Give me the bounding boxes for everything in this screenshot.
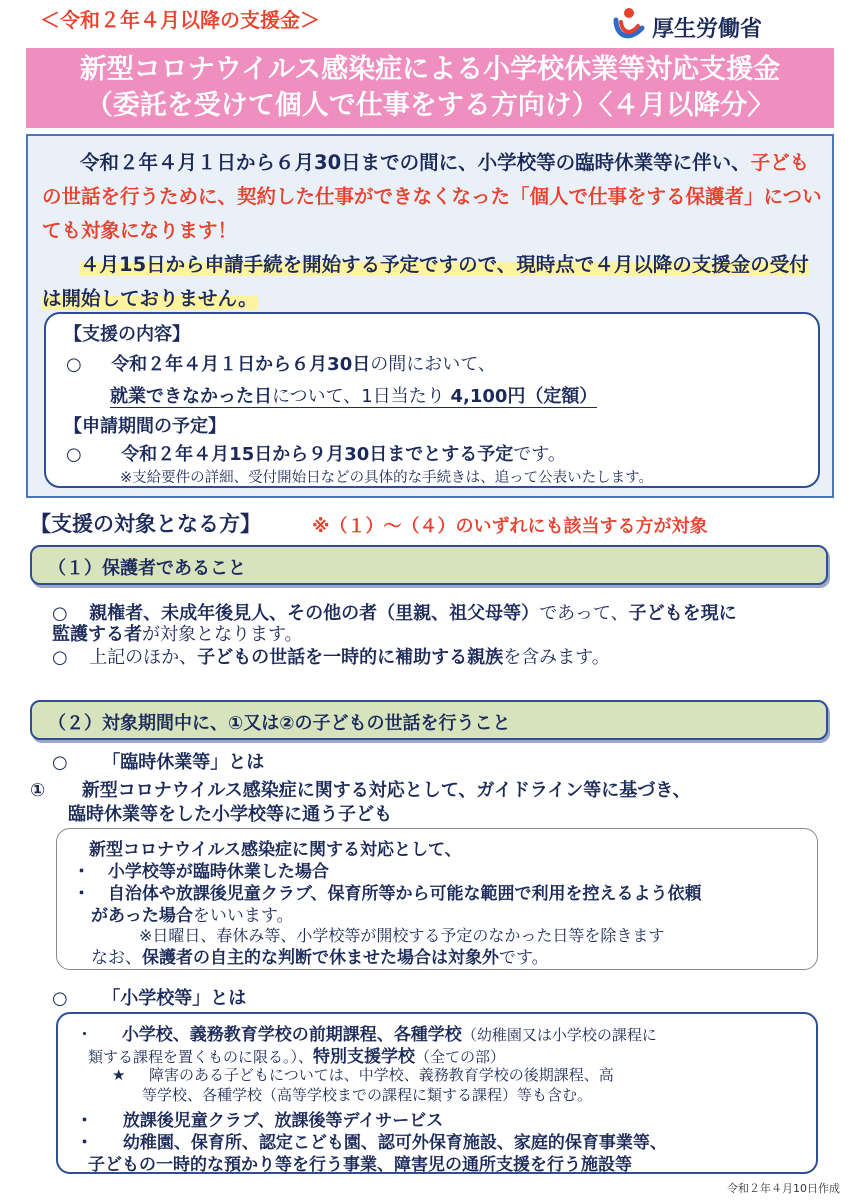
application-period-heading: 【申請期間の予定】: [64, 416, 226, 437]
bullet-icon: ○: [52, 647, 68, 668]
item-1-line-1: [30, 776, 691, 802]
bullet-icon: ○: [52, 603, 68, 624]
condition-2-title: （２）対象期間中に、①又は②の子どもの世話を行うこと: [48, 713, 511, 734]
relative-text-c: を含みます。: [503, 647, 610, 668]
bullet-icon: ・: [76, 1025, 93, 1045]
school-line-1a: 小学校、義務教育学校の前期課程、各種学校: [121, 1025, 462, 1045]
title-banner: [26, 48, 834, 128]
school-line-4: 等学校、各種学校（高等学校までの課程に類する課程）等も含む。: [142, 1086, 593, 1104]
temporary-closure-box: [56, 828, 818, 970]
intro-text-2: ４月15日から申請手続を開始する予定ですので、現時点で４月以降の支援金の受付は開始しておりません。: [42, 253, 809, 310]
intro-paragraph-1: [42, 146, 822, 248]
org-logo: [612, 6, 822, 46]
relative-text-a: 上記のほか、: [89, 647, 198, 668]
temp-box-line-6b: 保護者の自主的な判断で休ませた場合は対象外: [142, 948, 499, 968]
intro-text-1b: 子どもの世話を行うために、契約した仕事ができなくなった「個人で仕事をする保護者」についても対象になります！: [42, 151, 822, 242]
temp-box-line-2: 小学校等が臨時休業した場合: [107, 862, 329, 882]
support-period-suffix: の間において、: [370, 354, 496, 375]
org-name: 厚生労働省: [652, 17, 763, 42]
target-note: ※（１）～（４）のいずれにも該当する方が対象: [312, 516, 708, 537]
intro-paragraph-2: [42, 248, 822, 316]
bullet-icon: ○: [52, 988, 68, 1009]
school-line-2a: 類する課程を置くものに限る。）、: [88, 1048, 314, 1066]
bullet-icon: ○: [52, 752, 68, 773]
school-line-3: 障害のある子どもについては、中学校、義務教育学校の後期課程、高: [149, 1066, 614, 1084]
support-condition: 就業できなかった日: [110, 386, 272, 407]
bullet-icon: ○: [66, 354, 82, 375]
target-heading: 【支援の対象となる方】: [30, 512, 261, 536]
relative-text-b: 子どもの世話を一時的に補助する親族: [197, 647, 504, 668]
temp-box-line-6c: です。: [499, 948, 549, 968]
guardian-text-c: 子どもを現に: [628, 603, 737, 624]
bullet-icon: ○: [66, 444, 82, 465]
support-details-box: [44, 312, 820, 488]
school-title: 「小学校等」とは: [102, 988, 247, 1009]
application-note: ※支給要件の詳細、受付開始日などの具体的な手続きは、追って公表いたします。: [120, 470, 653, 486]
temp-box-line-4b: をいいます。: [192, 906, 294, 926]
intro-text-1a: 令和２年４月１日から６月30日までの間に、小学校等の臨時休業等に伴い、: [80, 151, 751, 174]
item-1-text-1: 新型コロナウイルス感染症に関する対応として、ガイドライン等に基づき、: [81, 780, 691, 801]
application-period: 令和２年４月15日から９月30日までとする予定: [121, 444, 514, 465]
temporary-closure-title: 「臨時休業等」とは: [102, 752, 265, 773]
circled-one-icon: ①: [30, 780, 46, 801]
school-line-6: 幼稚園、保育所、認定こども園、認可外保育施設、家庭的保育事業等、: [122, 1133, 667, 1153]
school-line-2b: 特別支援学校: [313, 1047, 416, 1067]
condition-2-bar: [30, 700, 828, 740]
guardian-text-d: 監護する者: [52, 624, 142, 645]
bullet-icon: ・: [73, 884, 90, 904]
star-icon: ★: [112, 1066, 126, 1084]
creation-date: 令和２年４月10日作成: [727, 1182, 840, 1195]
support-condition-mid: について、1日当たり: [272, 386, 445, 407]
temp-box-line-1: 新型コロナウイルス感染症に関する対応として、: [89, 840, 462, 860]
condition-1-item-2: [52, 643, 610, 669]
top-tag: ＜令和２年４月以降の支援金＞: [40, 8, 320, 32]
condition-1-bar: [30, 545, 828, 585]
school-types-box: [56, 1012, 818, 1174]
school-line-2c: （全ての部）: [415, 1048, 506, 1066]
condition-1-title: （１）保護者であること: [48, 558, 246, 579]
bullet-icon: ・: [76, 1111, 93, 1131]
ministry-logo-icon: [612, 6, 646, 44]
title-line-2: （委託を受けて個人で仕事をする方向け）〈４月以降分〉: [85, 90, 775, 121]
guardian-text-e: が対象となります。: [142, 624, 303, 645]
bullet-icon: ・: [76, 1133, 93, 1153]
school-line-5: 放課後児童クラブ、放課後等デイサービス: [122, 1111, 444, 1131]
title-line-1: 新型コロナウイルス感染症による小学校休業等対応支援金: [79, 54, 781, 85]
support-amount: 4,100円（定額）: [450, 386, 598, 407]
school-line-7: 子どもの一時的な預かり等を行う事業、障害児の通所支援を行う施設等: [88, 1155, 632, 1175]
support-period-dates: 令和２年４月１日から６月30日: [111, 354, 371, 375]
temp-box-line-6a: なお、: [91, 948, 142, 968]
application-period-suffix: です。: [513, 444, 566, 465]
guardian-types: 親権者、未成年後見人、その他の者（里親、祖父母等）: [89, 603, 540, 624]
temp-box-line-3: 自治体や放課後児童クラブ、保育所等から可能な範囲で利用を控えるよう依頼: [107, 884, 702, 904]
temp-box-line-4a: があった場合: [91, 906, 193, 926]
temp-box-line-5: ※日曜日、春休み等、小学校等が開校する予定のなかった日等を除きます: [139, 926, 665, 945]
support-content-heading: 【支援の内容】: [64, 324, 190, 345]
temporary-closure-label: [52, 748, 264, 774]
school-line-1b: （幼稚園又は小学校の課程に: [461, 1026, 657, 1044]
item-1-line-2: 臨時休業等をした小学校等に通う子ども: [68, 804, 392, 825]
school-label: [52, 984, 246, 1010]
bullet-icon: ・: [73, 862, 90, 882]
guardian-text-mid: であって、: [539, 603, 629, 624]
